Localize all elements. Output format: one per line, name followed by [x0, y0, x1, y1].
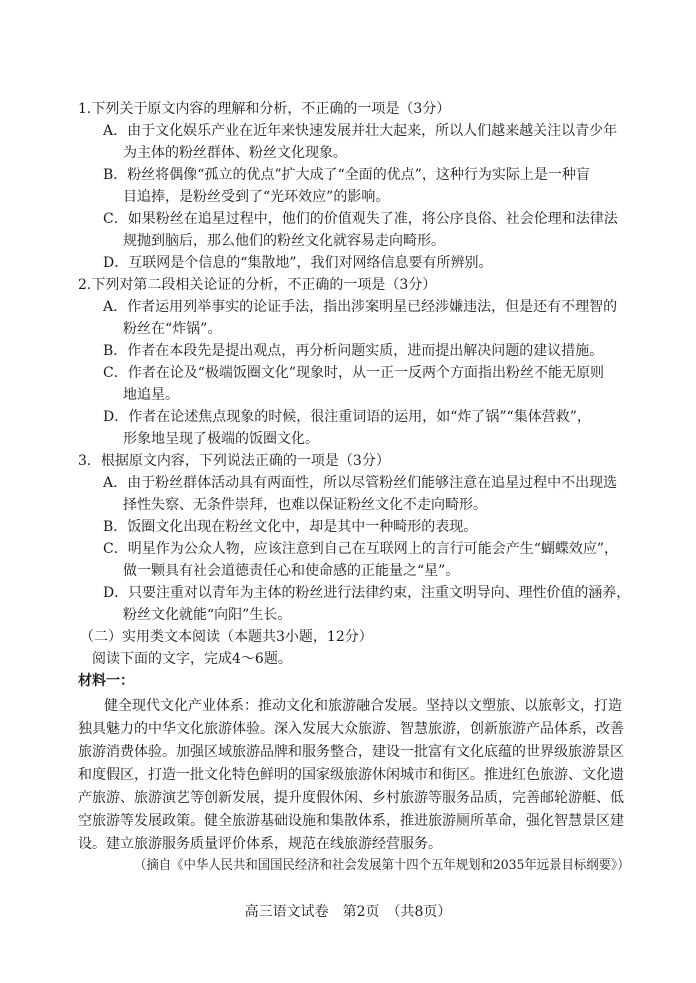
q2-option-a: A．作者运用列举事实的论证手法，指出涉案明星已经涉嫌违法，但是还有不理智的 — [103, 299, 618, 315]
q1-option-b: B．粉丝将偶像“孤立的优点”扩大成了“全面的优点”，这种行为实际上是一种盲 — [103, 167, 590, 183]
q3-option-d-cont: 粉丝文化就能“向阳”生长。 — [123, 607, 292, 623]
q1-option-a-cont: 为主体的粉丝群体、粉丝文化现象。 — [123, 145, 347, 161]
q1-option-b-cont: 目追捧，是粉丝受到了“光环效应”的影响。 — [123, 189, 390, 205]
question-3-stem: 3．根据原文内容，下列说法正确的一项是（3分） — [78, 453, 390, 469]
material-paragraph-line: 健全现代文化产业体系：推动文化和旅游融合发展。坚持以文塑旅、以旅彰文，打造 — [104, 698, 622, 714]
q2-option-a-cont: 粉丝在“炸锅”。 — [123, 321, 222, 337]
material-paragraph-line: 独具魅力的中华文化旅游体验。深入发展大众旅游、智慧旅游，创新旅游产品体系，改善 — [78, 721, 624, 737]
source-citation: （摘自《中华人民共和国国民经济和社会发展第十四个五年规划和2035年远景目标纲要》） — [134, 858, 630, 873]
material-paragraph-line: 设。建立旅游服务质量评价体系，规范在线旅游经营服务。 — [78, 836, 442, 852]
q2-option-b: B．作者在本段先是提出观点，再分析问题实质，进而提出解决问题的建议措施。 — [103, 343, 604, 359]
page-footer: 高三语文试卷 第2页 （共8页） — [244, 904, 452, 920]
q1-option-c: C．如果粉丝在追星过程中，他们的价值观失了准，将公序良俗、社会伦理和法律法 — [103, 211, 618, 227]
q2-option-c-cont: 地追星。 — [123, 387, 179, 403]
q2-option-d: D．作者在论述焦点现象的时候，很注重词语的运用，如“炸了锅”“集体营救”， — [103, 409, 591, 425]
material-paragraph-line: 空旅游等发展政策。健全旅游基础设施和集散体系，推进旅游厕所革命，强化智慧景区建 — [78, 813, 624, 829]
q2-option-d-cont: 形象地呈现了极端的饭圈文化。 — [123, 431, 319, 447]
material-paragraph-line: 产旅游、旅游演艺等创新发展，提升度假休闲、乡村旅游等服务品质，完善邮轮游艇、低 — [78, 790, 624, 806]
question-2-stem: 2.下列对第二段相关论证的分析，不正确的一项是（3分） — [78, 277, 437, 293]
q1-option-a: A．由于文化娱乐产业在近年来快速发展并壮大起来，所以人们越来越关注以青少年 — [103, 123, 618, 139]
q1-option-d: D．互联网是个信息的“集散地”，我们对网络信息要有所辨别。 — [103, 255, 493, 271]
q3-option-a-cont: 择性失察、无条件崇拜，也难以保证粉丝文化不走向畸形。 — [123, 497, 487, 513]
question-1-stem: 1.下列关于原文内容的理解和分析，不正确的一项是（3分） — [78, 101, 451, 117]
q3-option-c: C．明星作为公众人物，应该注意到自己在互联网上的言行可能会产生“蝴蝶效应”， — [103, 541, 619, 557]
q3-option-a: A．由于粉丝群体活动具有两面性，所以尽管粉丝们能够注意在追星过程中不出现选 — [103, 475, 618, 491]
material-paragraph-line: 和度假区，打造一批文化特色鲜明的国家级旅游休闲城市和街区。推进红色旅游、文化遗 — [78, 767, 624, 783]
q1-option-c-cont: 规抛到脑后，那么他们的粉丝文化就容易走向畸形。 — [123, 233, 445, 249]
material-paragraph-line: 旅游消费体验。加强区域旅游品牌和服务整合，建设一批富有文化底蕴的世界级旅游景区 — [78, 744, 624, 760]
q3-option-d: D．只要注重对以青年为主体的粉丝进行法律约束，注重文明导向、理性价值的涵养， — [103, 585, 631, 601]
reading-instruction: 阅读下面的文字，完成4～6题。 — [92, 651, 292, 667]
material-label: 材料一： — [78, 673, 134, 689]
q2-option-c: C．作者在论及“极端饭圈文化”现象时，从一正一反两个方面指出粉丝不能无原则 — [103, 365, 605, 381]
section-heading: （二）实用类文本阅读（本题共3小题，12分） — [80, 629, 373, 645]
q3-option-c-cont: 做一颗具有社会道德责任心和使命感的正能量之“星”。 — [123, 563, 460, 579]
q3-option-b: B．饭圈文化出现在粉丝文化中，却是其中一种畸形的表现。 — [103, 519, 478, 535]
